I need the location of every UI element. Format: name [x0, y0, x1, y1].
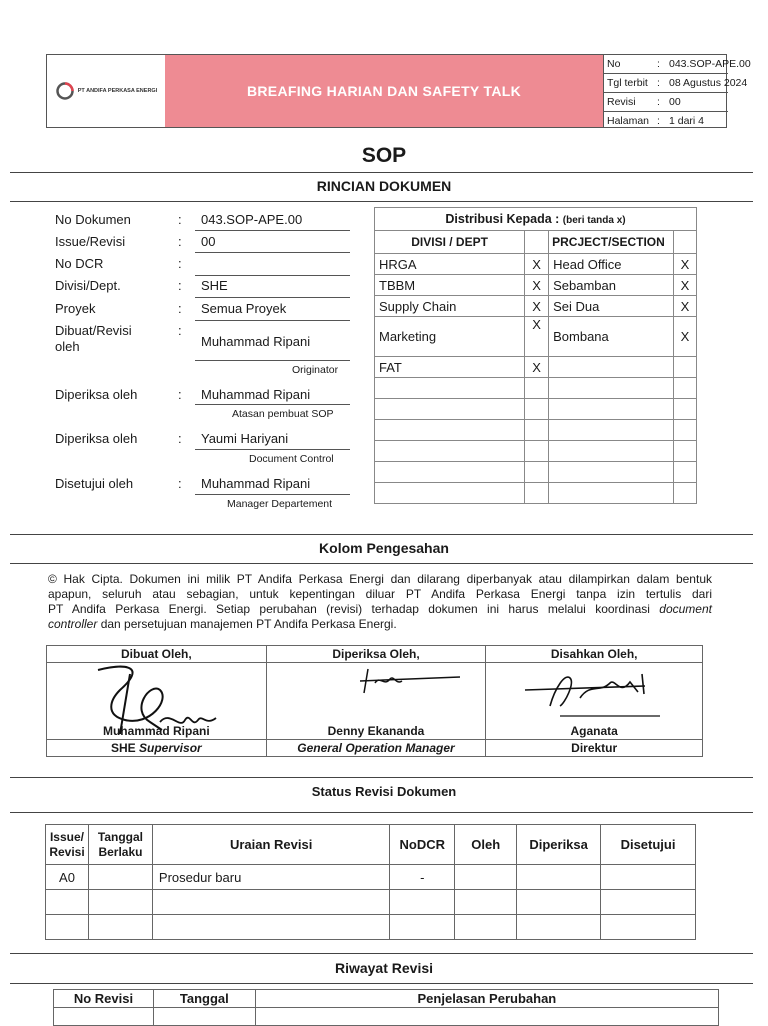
revision-cell: -	[390, 865, 455, 890]
signature-denny-drawing	[350, 665, 470, 695]
divider	[10, 983, 753, 984]
revision-cell	[390, 915, 455, 940]
distribution-name	[375, 378, 525, 399]
sig-head: Dibuat Oleh,	[47, 646, 267, 663]
revision-cell	[601, 865, 696, 890]
revision-cell	[390, 890, 455, 915]
distribution-mark	[525, 462, 549, 483]
field-label: No DCR	[55, 256, 104, 271]
distribution-name	[375, 441, 525, 462]
distribution-mark: X	[525, 254, 549, 275]
field-value: 043.SOP-APE.00	[201, 212, 303, 227]
field-value: Muhammad Ripani	[201, 334, 311, 349]
revision-cell	[517, 865, 601, 890]
revision-cell	[455, 915, 517, 940]
logo-ring-icon	[55, 81, 75, 101]
col-header: PRCJECT/SECTION	[549, 231, 674, 254]
field-label: Diperiksa oleh	[55, 387, 138, 402]
col-header: Issue/ Revisi	[46, 825, 89, 865]
field-label: Issue/Revisi	[55, 234, 126, 249]
field-label: Divisi/Dept.	[55, 278, 121, 293]
document-meta	[603, 55, 751, 127]
distribution-name	[549, 462, 674, 483]
distribution-row	[375, 254, 697, 275]
distribution-row	[375, 399, 697, 420]
field-value: Muhammad Ripani	[201, 476, 311, 491]
col-header: Penjelasan Perubahan	[255, 990, 718, 1008]
distribution-mark	[674, 378, 697, 399]
distribution-mark	[525, 420, 549, 441]
signer-name: Denny Ekananda	[266, 723, 486, 740]
revision-cell	[88, 915, 152, 940]
distribution-title: Distribusi Kepada : (beri tanda x)	[375, 208, 697, 231]
distribution-mark: X	[674, 254, 697, 275]
distribution-row	[375, 441, 697, 462]
copyright-text: © Hak Cipta. Dokumen ini milik PT Andifa Perkasa Energi dan dilarang diperbanyak atau dilampirkan dalam bentuk apapun, seluruh atau sebagian, untuk kepentingan diluar PT Andifa Perkasa Energi tanpa izin tertulis dari PT Andifa Perkasa Energi. Setiap perubahan (revisi) terhadap dokumen ini harus melalui koordinasi document controller dan persetujuan manajemen PT Andifa Perkasa Energi.	[48, 572, 712, 631]
revision-cell	[455, 865, 517, 890]
company-logo	[47, 55, 166, 127]
revision-cell	[88, 865, 152, 890]
col-header: DIVISI / DEPT	[375, 231, 525, 254]
revision-cell: Prosedur baru	[152, 865, 389, 890]
distribution-mark	[674, 357, 697, 378]
distribution-table	[374, 207, 697, 504]
riwayat-title: Riwayat Revisi	[334, 960, 434, 976]
distribution-name: Sei Dua	[549, 296, 674, 317]
distribution-name	[549, 483, 674, 504]
signer-role: SHE Supervisor	[47, 739, 267, 756]
signature-ripani-drawing	[90, 660, 230, 740]
distribution-row	[375, 378, 697, 399]
rincian-title: RINCIAN DOKUMEN	[316, 178, 452, 194]
riwayat-table	[53, 989, 719, 1026]
distribution-row	[375, 483, 697, 504]
revision-cell	[46, 915, 89, 940]
distribution-name: Head Office	[549, 254, 674, 275]
distribution-mark	[525, 483, 549, 504]
col-header: Disetujui	[601, 825, 696, 865]
field-label: Disetujui oleh	[55, 476, 134, 491]
meta-row: No : 043.SOP-APE.00	[603, 55, 728, 74]
signer-role: General Operation Manager	[266, 739, 486, 756]
field-label: Proyek	[55, 301, 96, 316]
divider	[10, 201, 753, 202]
distribution-mark	[525, 378, 549, 399]
revision-row	[46, 915, 696, 940]
distribution-mark: X	[525, 317, 549, 357]
revision-row	[46, 865, 696, 890]
col-header: Tanggal	[153, 990, 255, 1008]
signer-role: Direktur	[486, 739, 703, 756]
revision-cell	[455, 890, 517, 915]
col-header: Diperiksa	[517, 825, 601, 865]
signer-name: Aganata	[486, 723, 703, 740]
field-label: Diperiksa oleh	[55, 431, 138, 446]
document-title: BREAFING HARIAN DAN SAFETY TALK	[165, 55, 604, 127]
meta-row: Revisi : 00	[603, 93, 728, 112]
divider	[10, 172, 753, 173]
revision-cell	[152, 915, 389, 940]
revision-cell	[46, 890, 89, 915]
revision-cell	[152, 890, 389, 915]
field-sublabel: Manager Departement	[227, 498, 333, 510]
field-sublabel: Originator	[292, 364, 339, 376]
signer-name: Muhammad Ripani	[47, 723, 267, 740]
distribution-name: FAT	[375, 357, 525, 378]
distribution-name	[375, 399, 525, 420]
col-header: NoDCR	[390, 825, 455, 865]
field-value: Muhammad Ripani	[201, 387, 311, 402]
distribution-mark: X	[674, 296, 697, 317]
distribution-row	[375, 275, 697, 296]
distribution-mark	[525, 399, 549, 420]
field-value: SHE	[201, 278, 228, 293]
distribution-row	[375, 420, 697, 441]
revision-cell	[517, 890, 601, 915]
field-label: No Dokumen	[55, 212, 131, 227]
col-header: No Revisi	[54, 990, 154, 1008]
revision-row	[46, 890, 696, 915]
field-value: 00	[201, 234, 216, 249]
distribution-name	[549, 399, 674, 420]
revision-cell	[88, 890, 152, 915]
meta-row: Tgl terbit : 08 Agustus 2024	[603, 74, 728, 93]
distribution-mark	[674, 399, 697, 420]
pengesahan-title: Kolom Pengesahan	[319, 540, 449, 556]
distribution-row	[375, 462, 697, 483]
distribution-name: Bombana	[549, 317, 674, 357]
distribution-name	[549, 357, 674, 378]
distribution-mark: X	[525, 275, 549, 296]
sig-head: Disahkan Oleh,	[486, 646, 703, 663]
sig-head: Diperiksa Oleh,	[266, 646, 486, 663]
distribution-row	[375, 357, 697, 378]
divider	[10, 563, 753, 564]
distribution-mark: X	[525, 357, 549, 378]
distribution-mark	[674, 441, 697, 462]
distribution-mark	[674, 462, 697, 483]
distribution-name	[375, 483, 525, 504]
distribution-row	[375, 296, 697, 317]
distribution-name	[549, 441, 674, 462]
distribution-name: Marketing	[375, 317, 525, 357]
doc-type-title: SOP	[361, 144, 407, 167]
distribution-name	[549, 420, 674, 441]
field-value: Yaumi Hariyani	[201, 431, 289, 446]
field-label: Dibuat/Revisi oleh	[55, 323, 132, 354]
distribution-name	[549, 378, 674, 399]
distribution-name: HRGA	[375, 254, 525, 275]
signature-aganata-drawing	[520, 668, 665, 718]
revision-cell	[601, 890, 696, 915]
col-header: Uraian Revisi	[152, 825, 389, 865]
distribution-name: TBBM	[375, 275, 525, 296]
revision-cell: A0	[46, 865, 89, 890]
distribution-mark	[674, 483, 697, 504]
distribution-name: Sebamban	[549, 275, 674, 296]
field-sublabel: Atasan pembuat SOP	[232, 408, 334, 420]
revision-cell	[601, 915, 696, 940]
col-header: Oleh	[455, 825, 517, 865]
divider	[10, 534, 753, 535]
distribution-mark: X	[525, 296, 549, 317]
distribution-name: Supply Chain	[375, 296, 525, 317]
distribution-name	[375, 462, 525, 483]
status-revisi-title: Status Revisi Dokumen	[311, 784, 457, 799]
revision-cell	[517, 915, 601, 940]
company-name: PT ANDIFA PERKASA ENERGI	[77, 88, 158, 94]
document-header	[46, 54, 751, 128]
distribution-name	[375, 420, 525, 441]
distribution-mark: X	[674, 275, 697, 296]
distribution-mark	[674, 420, 697, 441]
distribution-mark	[525, 441, 549, 462]
field-sublabel: Document Control	[249, 453, 334, 465]
field-value: Semua Proyek	[201, 301, 287, 316]
col-header: Tanggal Berlaku	[88, 825, 152, 865]
meta-row: Halaman : 1 dari 4	[607, 115, 705, 127]
divider	[10, 953, 753, 954]
divider	[10, 812, 753, 813]
distribution-mark: X	[674, 317, 697, 357]
distribution-row	[375, 317, 697, 357]
divider	[10, 777, 753, 778]
status-revisi-table	[45, 824, 696, 940]
